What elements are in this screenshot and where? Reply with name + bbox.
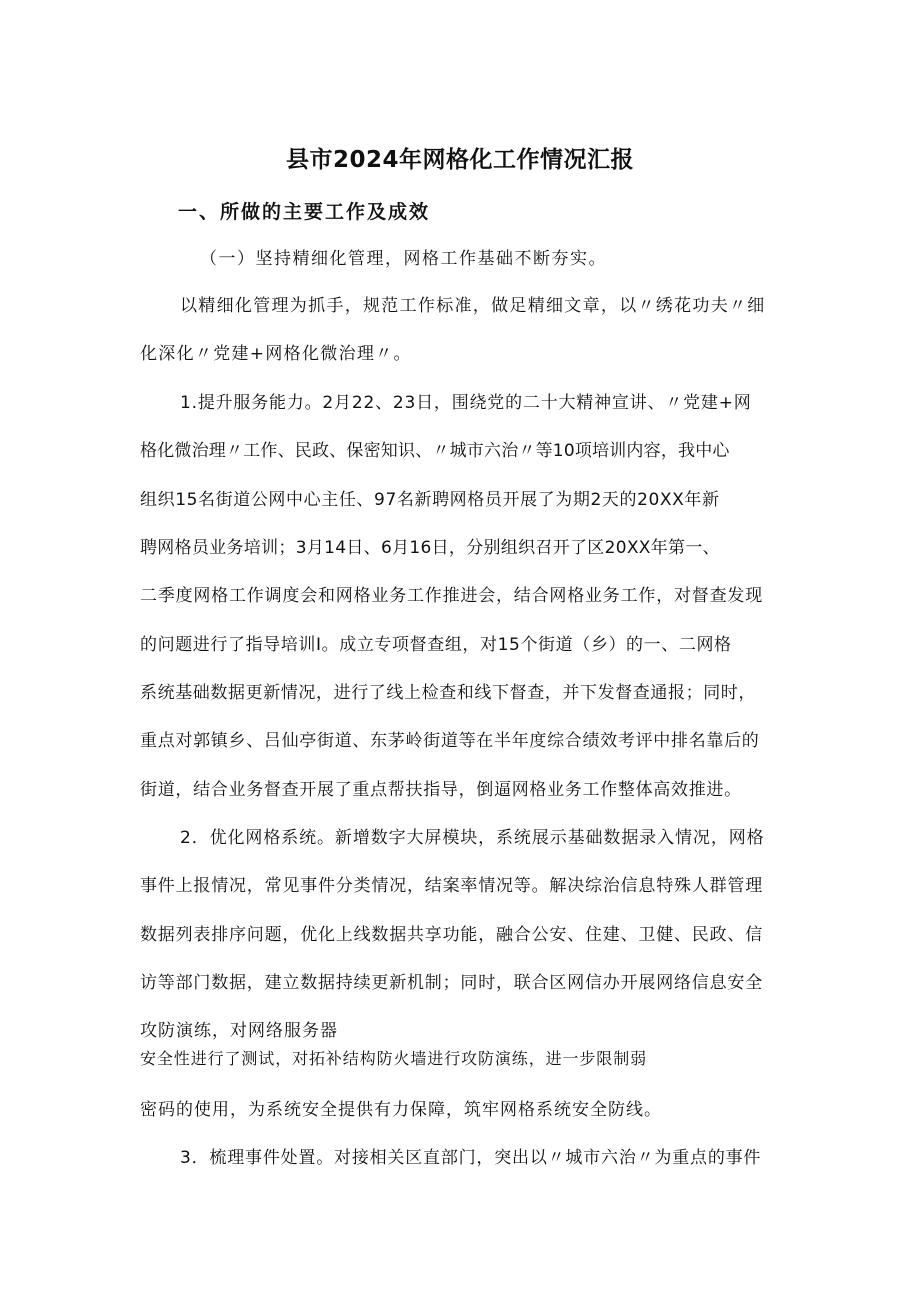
- paragraph-line: 系统基础数据更新情况，进行了线上检查和线下督查，并下发督查通报；同时，: [140, 683, 756, 703]
- paragraph-line: 聘网格员业务培训；3月14日、6月16日，分别组织召开了区20XX年第一、: [140, 538, 720, 558]
- paragraph-line: 1.提升服务能力。2月22、23日，围绕党的二十大精神宣讲、〃党建+网: [180, 393, 752, 413]
- paragraph-line: 以精细化管理为抓手，规范工作标准，做足精细文章，以〃绣花功夫〃细: [180, 296, 766, 316]
- paragraph-line: 密码的使用，为系统安全提供有力保障，筑牢网格系统安全防线。: [140, 1100, 662, 1120]
- paragraph-line: 格化微治理〃工作、民政、保密知识、〃城市六治〃等10项培训内容，我中心: [140, 441, 730, 461]
- paragraph-line: 数据列表排序问题，优化上线数据共享功能，融合公安、住建、卫健、民政、信: [140, 925, 763, 945]
- subsection-heading: （一）坚持精细化管理，网格工作基础不断夯实。: [200, 249, 607, 269]
- paragraph-line: 化深化〃党建+网格化微治理〃。: [140, 344, 412, 364]
- paragraph-line: 安全性进行了测试，对拓补结构防火墙进行攻防演练，进一步限制弱: [140, 1049, 648, 1068]
- paragraph-line: 攻防演练，对网络服务器: [140, 1021, 338, 1041]
- paragraph-line: 事件上报情况，常见事件分类情况，结案率情况等。解决综治信息特殊人群管理: [140, 876, 763, 896]
- paragraph-line: 访等部门数据，建立数据持续更新机制；同时，联合区网信办开展网络信息安全: [140, 973, 763, 993]
- paragraph-line: 重点对郭镇乡、吕仙亭街道、东茅岭街道等在半年度综合绩效考评中排名靠后的: [140, 731, 760, 751]
- paragraph-line: 的问题进行了指导培训I。成立专项督查组，对15个街道（乡）的一、二网格: [140, 635, 732, 655]
- paragraph-line: 二季度网格工作调度会和网格业务工作推进会，结合网格业务工作，对督查发现: [140, 586, 763, 606]
- paragraph-line: 3．梳理事件处置。对接相关区直部门，突出以〃城市六治〃为重点的事件: [180, 1148, 762, 1168]
- paragraph-line: 组织15名街道公网中心主任、97名新聘网格员开展了为期2天的20XX年新: [140, 490, 720, 510]
- paragraph-line: 2．优化网格系统。新增数字大屏模块，系统展示基础数据录入情况，网格: [180, 828, 765, 848]
- paragraph-line: 街道，结合业务督查开展了重点帮扶指导，倒逼网格业务工作整体高效推进。: [140, 780, 742, 800]
- document-title: 县市2024年网格化工作情况汇报: [285, 147, 634, 173]
- section-heading: 一、所做的主要工作及成效: [178, 201, 431, 223]
